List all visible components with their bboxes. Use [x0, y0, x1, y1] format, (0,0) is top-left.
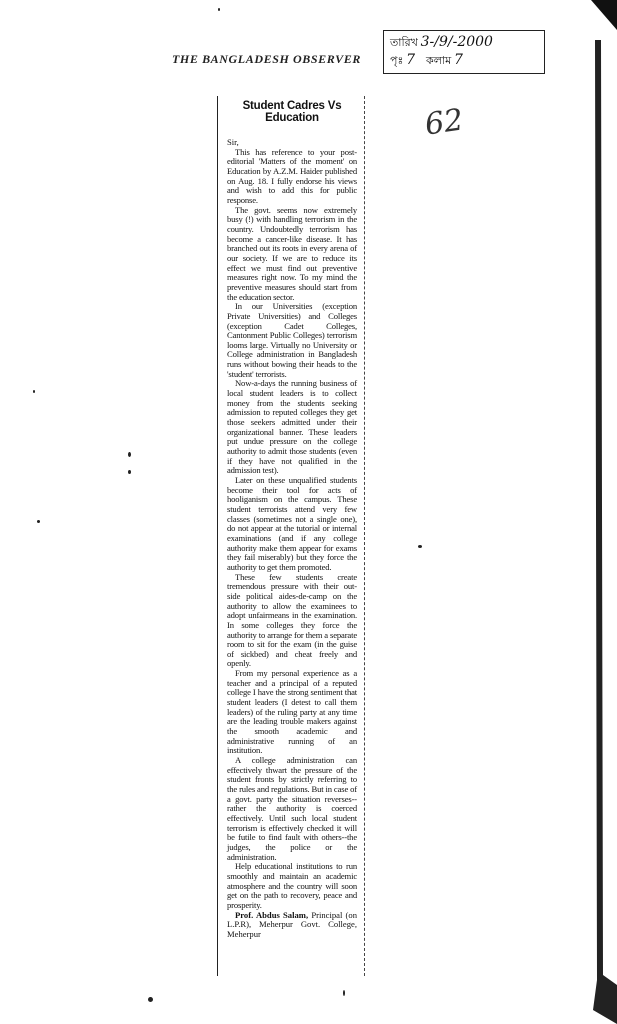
scan-speck [218, 8, 220, 11]
scan-speck [343, 990, 345, 996]
stamp-date-row [390, 34, 538, 52]
article-salutation: Sir, [227, 137, 239, 147]
scan-speck [148, 997, 153, 1002]
article-paragraph: Now-a-days the running business of local student leaders is to collect money from the students seeking admission to reputed colleges they get those seekers admitted under their organizational banner. These leaders put undue pressure on the college authority to admit those students (even if they have not qualified in the admission test). [227, 378, 357, 476]
archive-stamp [383, 30, 545, 74]
newspaper-clipping [217, 96, 365, 976]
signature-name: Prof. Abdus Salam, [235, 909, 309, 920]
stamp-col-value: 7 [453, 52, 463, 68]
stamp-date-value: 3-/9/-2000 [420, 34, 493, 50]
stamp-col-label: কলাম [426, 55, 452, 67]
handwritten-annotation: 62 [422, 102, 466, 143]
article-signature [227, 911, 357, 940]
article-paragraph: Help educational institutions to run smoothly and maintain an academic atmosphere and the country will soon get on the path to recovery, peace and prosperity. [227, 861, 357, 910]
article-paragraph: From my personal experience as a teacher and a principal of a reputed college I have the strong sentiment that student leaders (I detest to call them leaders) of the ruling party at any time are the leading trouble makers against the smooth academic and administrative running of an institution. [227, 668, 357, 756]
scan-speck [37, 520, 40, 523]
article-paragraph: Later on these unqualified students become their tool for acts of hooliganism on the campus. These student terrorists attend very few classes (sometimes not a single one), do not appear at the tutorial or internal examinations (and if any college authority make them appear for exams they fail miserably) but they force the authority to get them promoted. [227, 475, 357, 572]
scan-speck [128, 470, 131, 474]
article-paragraph: A college administration can effectively thwart the pressure of the student fronts by strictly referring to the rules and regulations. But in case of a govt. party the situation reverses--rather the authority is coerced effectively. Until such local student terrorism is effectively checked it will be futile to find fault with others--the judges, the police or the administration. [227, 755, 357, 862]
article-paragraph: These few students create tremendous pressure with their out-side political aides-de-camp on the authority to allow the examinees to adopt unfairmeans in the examination. In some colleges they force the authority to arrange for them a separate room to sit for the exam (in the guise of sickbed) and cheat freely and openly. [227, 571, 357, 669]
newspaper-masthead: THE BANGLADESH OBSERVER [172, 52, 361, 66]
scan-speck [418, 545, 422, 548]
article-paragraph: In our Universities (exception Private Universities) and Colleges (exception Cadet Colleges, Cantonment Public Colleges) terrorism looms large. Virtually no University or College administration in Bangladesh runs without bowing their heads to the 'student' terrorists. [227, 301, 357, 379]
article-paragraph: The govt. seems now extremely busy (!) with handling terrorism in the country. Undoubtedly terrorism has become a cancer-like disease. It has branched out its roots in every arena of our society. If we are to reduce its effect we must find out preventive measures right now. To my mind the preventive measures should start from the education sector. [227, 204, 357, 302]
stamp-page-label: পৃঃ [390, 55, 404, 67]
scan-speck [33, 390, 35, 393]
stamp-date-label: তারিখ [390, 37, 418, 49]
scan-speck [128, 452, 131, 457]
stamp-page-row [390, 52, 538, 70]
signature-details: Principal (on L.P.R), Meherpur Govt. College, Meherpur [227, 909, 357, 939]
article-headline: Student Cadres Vs Education [242, 100, 342, 124]
stamp-page-value: 7 [406, 52, 416, 68]
article-paragraph: This has reference to your post-editorial 'Matters of the moment' on Education by A.Z.M. Haider published on Aug. 18. I fully endorse his views and wish to add this for public response. [227, 146, 357, 205]
page-edge-decoration [587, 0, 617, 1024]
